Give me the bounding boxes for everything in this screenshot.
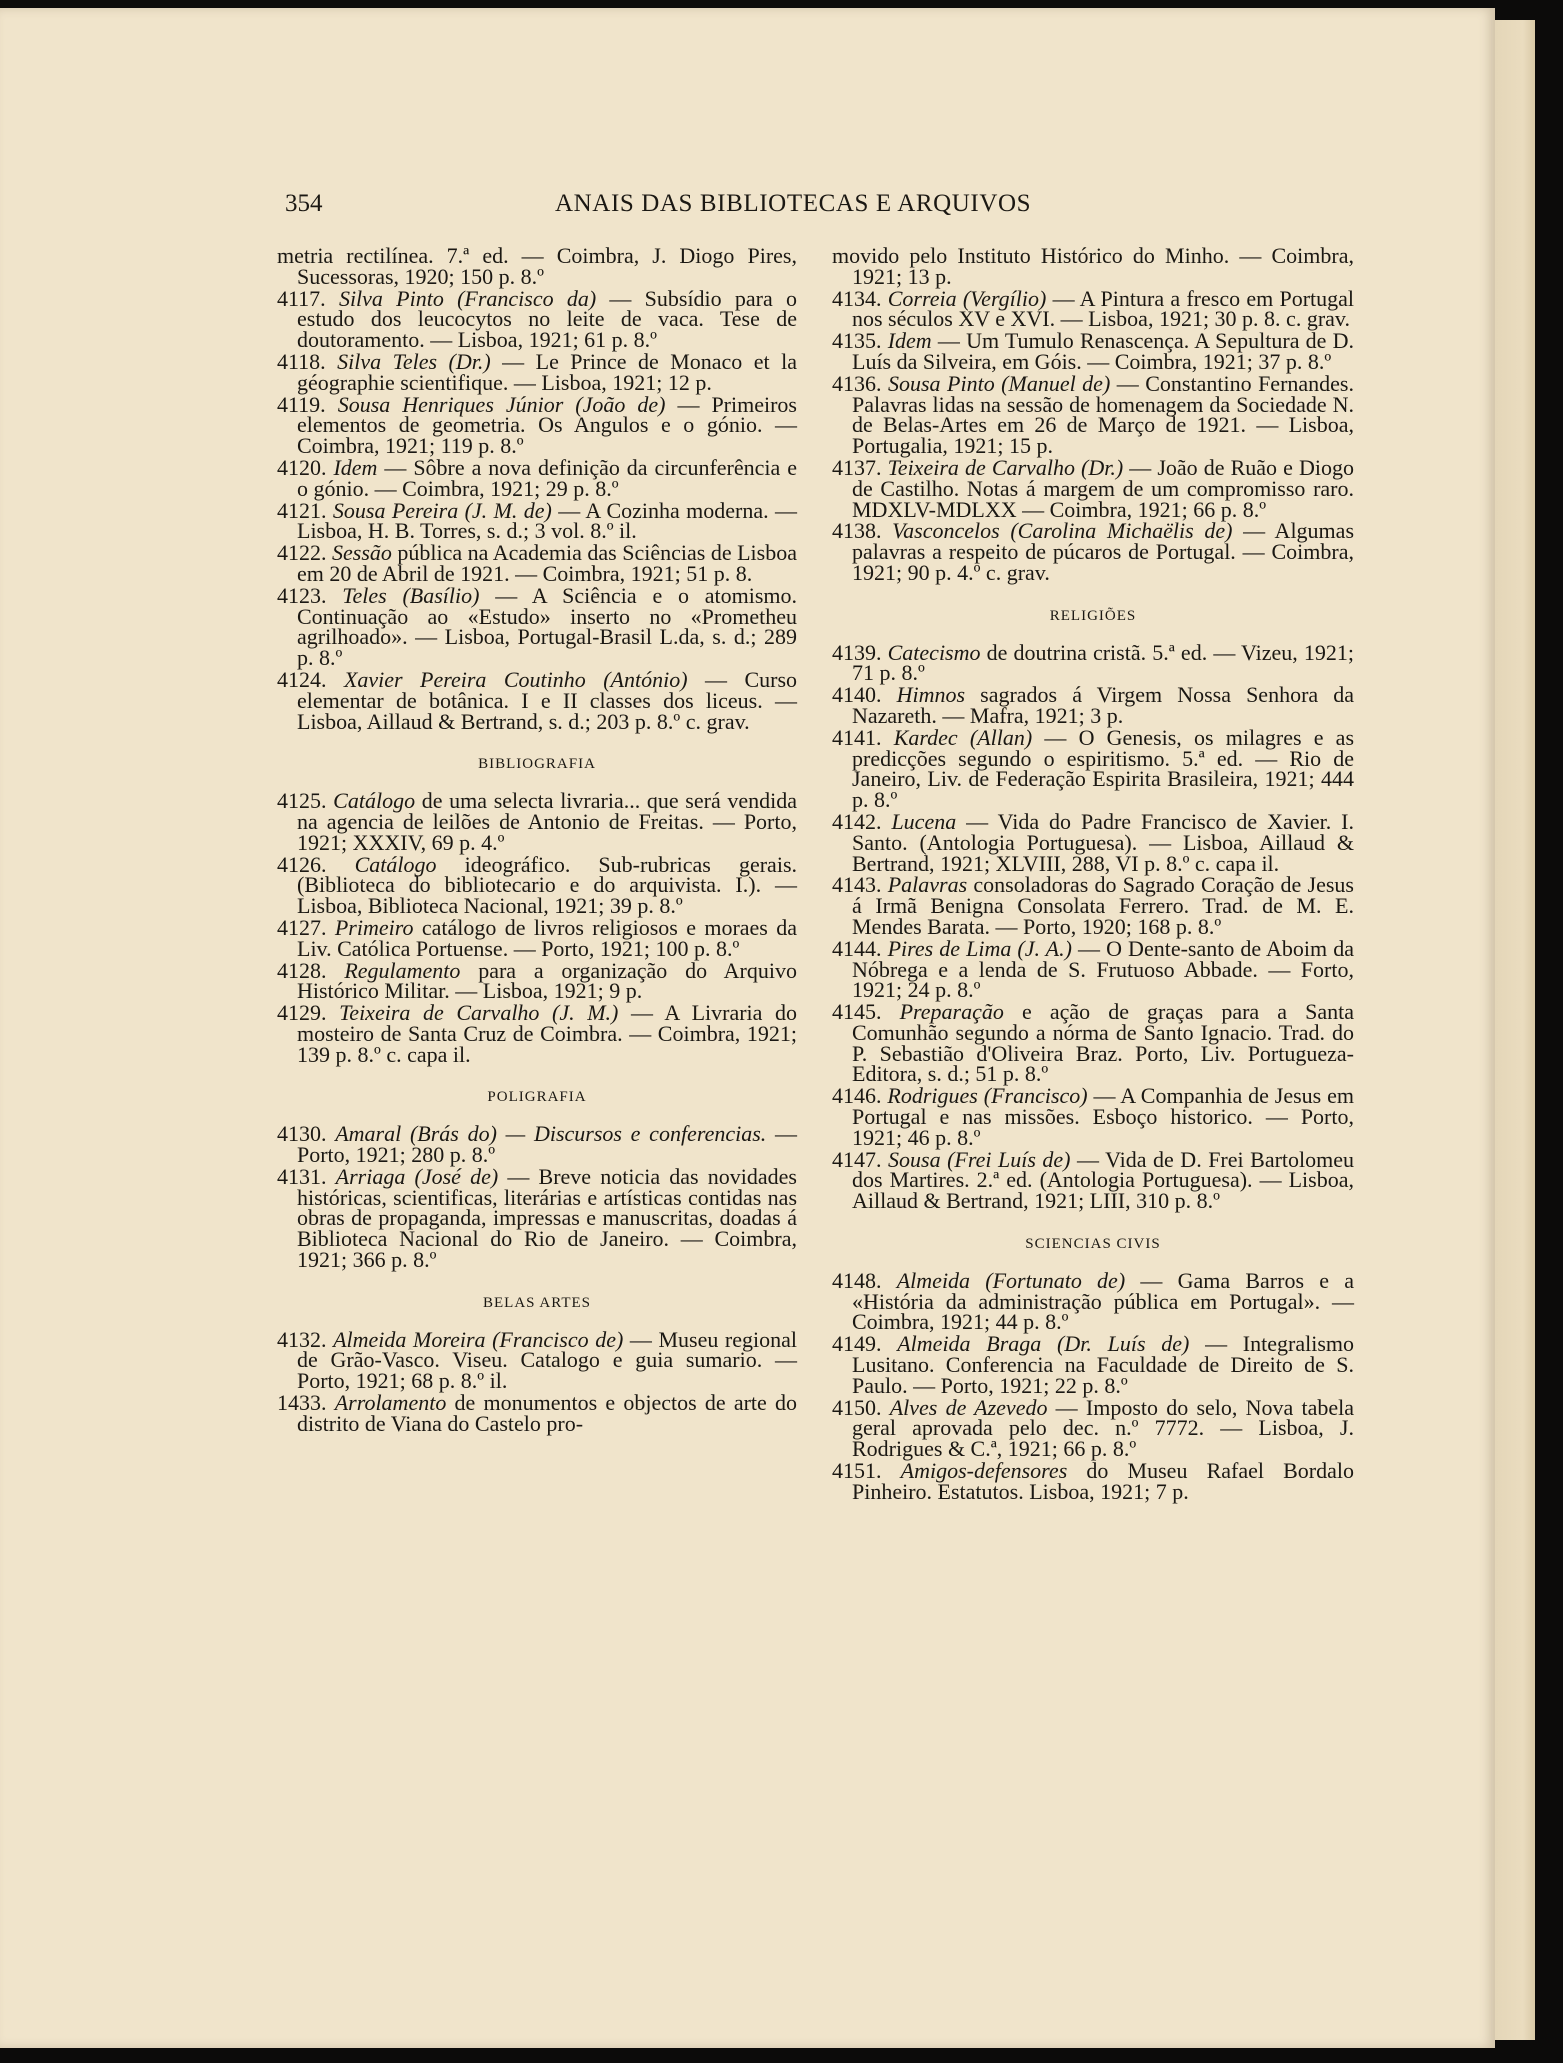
entry-author: Teles (Basílio): [342, 582, 480, 608]
page-header: [285, 188, 1285, 228]
entry-number: 4118.: [277, 348, 326, 374]
entry-number: 4141.: [832, 724, 882, 750]
entry-text: de uma selecta livraria... que será vendida na agencia de leilões de Antonio de Freitas. — Porto, 1921; XXXIV, 69 p. 4.º: [297, 788, 798, 855]
catalog-entry: [277, 788, 798, 855]
entry-text: — A Sciência e o atomismo. Continuação ao «Estudo» inserto no «Prometheu agrilhoado». — Lisboa, Portugal-Brasil L.da, s. d.; 289 p. 8.º: [297, 582, 797, 671]
section-heading: SCIENCIAS CIVIS: [1025, 1236, 1161, 1253]
section-heading: POLIGRAFIA: [487, 1089, 587, 1106]
entry-number: 4143.: [832, 872, 882, 898]
entry-number: 4135.: [832, 328, 882, 354]
catalog-entry: [277, 957, 798, 1004]
entry-number: 4130.: [277, 1121, 327, 1147]
catalog-entry: [277, 391, 797, 459]
entry-author: Sousa Pinto (Manuel de): [887, 370, 1111, 396]
entry-author: Xavier Pereira Coutinho (António): [343, 666, 688, 692]
entry-text: metria rectilínea. 7.ª ed. — Coimbra, J. Diogo Pires, Sucessoras, 1920; 150 p. 8.º: [277, 243, 797, 289]
entry-text: — Integralismo Lusitano. Conferencia na Faculdade de Direito de S. Paulo. — Porto, 1921; 22 p. 8.º: [852, 1331, 1354, 1398]
section-heading: BELAS ARTES: [482, 1294, 592, 1311]
entry-author: Teixeira de Carvalho (J. M.): [339, 1000, 619, 1026]
catalog-entry: [277, 348, 798, 395]
entry-author: Silva Teles (Dr.): [337, 348, 491, 374]
entry-author: Teixeira de Carvalho (Dr.): [887, 454, 1124, 480]
catalog-entry: [277, 1390, 797, 1436]
entry-text: — A Cozinha moderna. — Lisboa, H. B. Torres, s. d.; 3 vol. 8.º il.: [297, 497, 797, 544]
page-edge: [1495, 20, 1535, 2040]
entry-author: Catecismo: [887, 639, 981, 665]
section-heading: RELIGIÕES: [1049, 607, 1137, 624]
entry-author: Regulamento: [344, 957, 461, 983]
entry-text: — Constantino Fernandes. Palavras lidas na sessão de homenagem da Sociedade N. de Belas-Artes em 26 de Março de 1921. — Lisboa, Portugalia, 1921; 15 p.: [852, 370, 1354, 459]
catalog-entry: [832, 682, 1355, 728]
entry-number: 4148.: [832, 1267, 882, 1293]
entry-number: 4128.: [277, 957, 327, 983]
catalog-entry: [832, 724, 1355, 813]
catalog-entry: [277, 1326, 798, 1394]
entry-author: Correia (Vergílio): [887, 285, 1047, 311]
entry-number: 4121.: [277, 497, 327, 523]
catalog-entry: [277, 851, 797, 919]
entry-text: — Museu regional de Grão-Vasco. Viseu. Catalogo e guia sumario. — Porto, 1921; 68 p. 8.º il.: [297, 1326, 798, 1394]
entry-author: Preparação: [899, 999, 1004, 1025]
entry-author: Amaral (Brás do) — Discursos e conferencias.: [335, 1121, 767, 1147]
entry-author: Almeida Moreira (Francisco de): [333, 1326, 624, 1352]
entry-author: Pires de Lima (J. A.): [887, 935, 1072, 961]
entry-number: 4140.: [832, 682, 882, 708]
entry-author: Alves de Azevedo: [889, 1394, 1048, 1420]
entry-number: 4129.: [277, 1000, 327, 1026]
entry-text: sagrados á Virgem Nossa Senhora da Nazareth. — Mafra, 1921; 3 p.: [852, 682, 1355, 728]
entry-number: 4151.: [832, 1458, 882, 1484]
catalog-entry: [277, 540, 797, 586]
entry-text: consoladoras do Sagrado Coração de Jesus á Irmã Benigna Consolata Ferrero. Trad. de M. E. Mendes Barata. — Porto, 1920; 168 p. 8.º: [852, 872, 1354, 939]
entry-author: Sessão: [332, 540, 392, 566]
running-title: ANAIS DAS BIBLIOTECAS E ARQUIVOS: [555, 190, 1032, 217]
entry-number: 4119.: [277, 391, 326, 417]
catalog-entry: [277, 243, 797, 289]
entry-text: — Um Tumulo Renascença. A Sepultura de D. Luís da Silveira, em Góis. — Coimbra, 1921; 37 p. 8.º: [852, 328, 1355, 374]
entry-number: 4125.: [277, 788, 327, 814]
entry-author: Silva Pinto (Francisco da): [338, 285, 597, 311]
entry-text: para a organização do Arquivo Histórico Militar. — Lisboa, 1921; 9 p.: [297, 957, 798, 1004]
catalog-entry: [832, 935, 1354, 1003]
entry-author: Arriaga (José de): [335, 1163, 499, 1189]
entry-number: 4145.: [832, 999, 882, 1025]
entry-author: Idem: [333, 454, 378, 480]
entry-text: — Imposto do selo, Nova tabela geral aprovada pelo dec. n.º 7772. — Lisboa, J. Rodrigues & C.ª, 1921; 66 p. 8.º: [852, 1394, 1354, 1462]
catalog-entry: [277, 582, 797, 671]
entry-text: — O Genesis, os milagres e as predicções segundo o espiritismo. 5.ª ed. — Rio de Janeiro, Liv. de Federação Espirita Brasileira, 1921; 444 p. 8.º: [852, 724, 1355, 813]
entry-text: pública na Academia das Sciências de Lisboa em 20 de Abril de 1921. — Coimbra, 1921; 51 p. 8.: [297, 540, 797, 586]
entry-number: 4134.: [832, 285, 882, 311]
entry-author: Himnos: [896, 682, 966, 708]
entry-author: Catálogo: [333, 788, 416, 814]
entry-number: 1433.: [277, 1390, 327, 1416]
entry-text: — Porto, 1921; 280 p. 8.º: [297, 1121, 798, 1168]
entry-text: do Museu Rafael Bordalo Pinheiro. Estatutos. Lisboa, 1921; 7 p.: [852, 1458, 1355, 1504]
entry-text: — Primeiros elementos de geometria. Os Angulos e o gónio. — Coimbra, 1921; 119 p. 8.º: [297, 391, 797, 459]
catalog-entry: [277, 666, 798, 734]
catalog-entry: [832, 243, 1354, 289]
entry-number: 4132.: [277, 1326, 327, 1352]
catalog-entry: [832, 1267, 1354, 1335]
entry-text: — O Dente-santo de Aboim da Nóbrega e a lenda de S. Frutuoso Abbade. — Forto, 1921; 24 p. 8.º: [852, 935, 1354, 1003]
entry-text: — Gama Barros e a «História da administração pública em Portugal». — Coimbra, 1921; 44 p. 8.º: [852, 1267, 1354, 1335]
entry-text: e ação de graças para a Santa Comunhão segundo a nórma de Santo Ignacio. Trad. do P. Sebastião d'Oliveira Braz. Porto, Liv. Portugueza-Editora, s. d.; 51 p. 8.º: [852, 999, 1354, 1087]
catalog-entry: [832, 285, 1355, 332]
catalog-entry: [832, 518, 1355, 585]
entry-number: 4139.: [832, 639, 882, 665]
catalog-entry: [832, 328, 1355, 374]
catalog-entry: [277, 914, 797, 961]
entry-author: Arrolamento: [334, 1390, 447, 1416]
section-heading: BIBLIOGRAFIA: [478, 756, 596, 773]
catalog-entry: [832, 1146, 1355, 1214]
entry-text: ideográfico. Sub-rubricas gerais. (Biblioteca do bibliotecario e do arquivista. I.). — Lisboa, Biblioteca Nacional, 1921; 39 p. 8.º: [297, 851, 797, 919]
entry-author: Sousa (Frei Luís de): [888, 1146, 1071, 1172]
catalog-entry: [832, 639, 1354, 686]
entry-number: 4144.: [832, 935, 882, 961]
entry-author: Sousa Pereira (J. M. de): [332, 497, 552, 523]
catalog-entry: [277, 285, 798, 353]
entry-number: 4149.: [832, 1331, 882, 1357]
entry-text: — Breve noticia das novidades históricas, scientificas, literárias e artísticas contidas nas obras de propaganda, impressas e manuscritas, doadas á Biblioteca Nacional do Rio de Janeiro. — Coimbra, 1921; 366 p. 8.º: [297, 1163, 797, 1273]
catalog-entry: [832, 999, 1354, 1087]
entry-author: Primeiro: [334, 914, 414, 940]
entry-number: 4137.: [832, 454, 882, 480]
right-column: [832, 243, 1355, 1504]
entry-text: de doutrina cristã. 5.ª ed. — Vizeu, 1921; 71 p. 8.º: [852, 639, 1354, 686]
entry-text: catálogo de livros religiosos e moraes da Liv. Católica Portuense. — Porto, 1921; 100 p. 8.º: [297, 914, 797, 961]
entry-number: 4126.: [277, 851, 327, 877]
entry-author: Catálogo: [354, 851, 437, 877]
catalog-entry: [277, 454, 797, 501]
entry-number: 4117.: [277, 285, 326, 311]
entry-text: — Subsídio para o estudo dos leucocytos no leite de vaca. Tese de doutoramento. — Lisboa, 1921; 61 p. 8.º: [297, 285, 798, 353]
entry-text: — A Companhia de Jesus em Portugal e nas missões. Esboço historico. — Porto, 1921; 46 p. 8.º: [852, 1083, 1355, 1150]
entry-author: Sousa Henriques Júnior (João de): [337, 391, 666, 417]
entry-author: Idem: [887, 328, 932, 354]
entry-author: Vasconcelos (Carolina Michaëlis de): [892, 518, 1233, 544]
entry-number: 4138.: [832, 518, 882, 544]
entry-author: Palavras: [887, 872, 968, 898]
entry-author: Lucena: [891, 808, 957, 834]
catalog-entry: [832, 1394, 1354, 1462]
catalog-entry: [832, 370, 1354, 459]
entry-text: movido pelo Instituto Histórico do Minho. — Coimbra, 1921; 13 p.: [832, 243, 1354, 289]
entry-number: 4123.: [277, 582, 327, 608]
entry-number: 4147.: [832, 1146, 882, 1172]
entry-number: 4146.: [832, 1083, 882, 1109]
catalog-entry: [832, 1331, 1354, 1398]
catalog-entry: [832, 1458, 1355, 1504]
catalog-entry: [277, 1121, 798, 1168]
entry-text: — Curso elementar de botânica. I e II classes dos liceus. — Lisboa, Aillaud & Bertrand, s. d.; 203 p. 8.º c. grav.: [297, 666, 798, 734]
entry-number: 4120.: [277, 454, 327, 480]
entry-text: — Vida do Padre Francisco de Xavier. I. Santo. (Antologia Portuguesa). — Lisboa, Aillaud & Bertrand, 1921; XLVIII, 288, VI p. 8.º c. capa il.: [852, 808, 1355, 876]
entry-number: 4142.: [832, 808, 882, 834]
entry-author: Almeida (Fortunato de): [896, 1267, 1126, 1293]
catalog-entry: [277, 1000, 798, 1067]
entry-text: — Sôbre a nova definição da circunferência e o gónio. — Coimbra, 1921; 29 p. 8.º: [297, 454, 797, 501]
entry-number: 4150.: [832, 1394, 882, 1420]
entry-text: — A Livraria do mosteiro de Santa Cruz de Coimbra. — Coimbra, 1921; 139 p. 8.º c. capa il.: [297, 1000, 798, 1067]
entry-number: 4127.: [277, 914, 327, 940]
catalog-entry: [277, 1163, 797, 1273]
entry-text: — Algumas palavras a respeito de púcaros de Portugal. — Coimbra, 1921; 90 p. 4.º c. grav.: [852, 518, 1355, 585]
entry-author: Kardec (Allan): [893, 724, 1033, 750]
entry-number: 4131.: [277, 1163, 327, 1189]
entry-text: — Vida de D. Frei Bartolomeu dos Martires. 2.ª ed. (Antologia Portuguesa). — Lisboa, Aillaud & Bertrand, 1921; LIII, 310 p. 8.º: [852, 1146, 1355, 1214]
entry-text: de monumentos e objectos de arte do distrito de Viana do Castelo pro-: [297, 1390, 797, 1436]
left-column: [277, 243, 798, 1436]
entry-text: — A Pintura a fresco em Portugal nos séculos XV e XVI. — Lisboa, 1921; 30 p. 8. c. grav.: [852, 285, 1355, 332]
entry-number: 4124.: [277, 666, 327, 692]
page-number: 354: [285, 190, 323, 217]
catalog-entry: [832, 808, 1355, 876]
catalog-entry: [277, 497, 797, 544]
catalog-entry: [832, 1083, 1355, 1150]
entry-text: — João de Ruão e Diogo de Castilho. Notas á margem de um compromisso raro. MDXLV-MDLXX — Coimbra, 1921; 66 p. 8.º: [852, 454, 1354, 522]
entry-number: 4122.: [277, 540, 327, 566]
entry-author: Amigos-defensores: [900, 1458, 1068, 1484]
entry-author: Almeida Braga (Dr. Luís de): [897, 1331, 1190, 1357]
entry-text: — Le Prince de Monaco et la géographie scientifique. — Lisboa, 1921; 12 p.: [297, 348, 798, 395]
entry-author: Rodrigues (Francisco): [887, 1083, 1088, 1109]
catalog-entry: [832, 454, 1354, 522]
entry-number: 4136.: [832, 370, 882, 396]
catalog-entry: [832, 872, 1354, 939]
